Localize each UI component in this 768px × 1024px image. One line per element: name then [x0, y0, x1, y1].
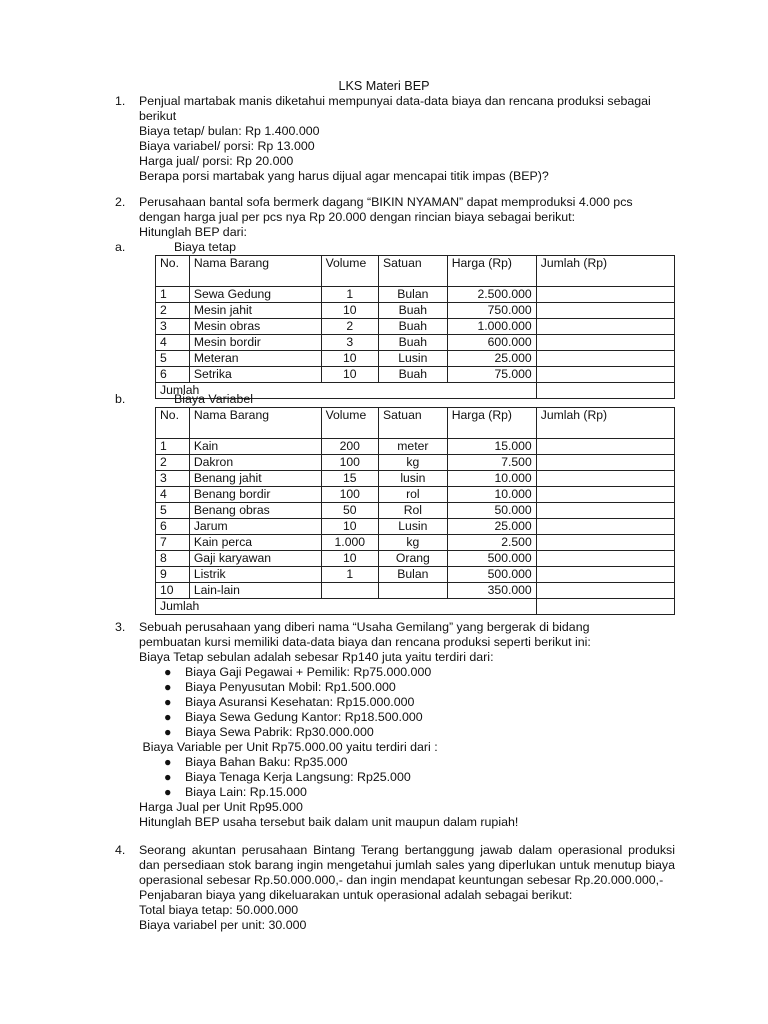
bullet-icon: ● [164, 680, 172, 694]
table-cell: 10 [321, 367, 378, 383]
table-cell: 10.000 [447, 471, 536, 487]
section-letter: b. [115, 392, 126, 406]
list-item: ● Biaya Gaji Pegawai + Pemilik: Rp75.000.000 [164, 665, 432, 679]
table-cell: 600.000 [447, 335, 536, 351]
table-cell: Dakron [189, 455, 321, 471]
section-letter: a. [115, 240, 126, 254]
table-cell: 25.000 [447, 519, 536, 535]
question-2 [115, 195, 675, 240]
table-cell: 9 [156, 567, 190, 583]
table-cell [536, 471, 674, 487]
table-cell: Benang obras [189, 503, 321, 519]
table-total-row [156, 599, 675, 615]
table-cell: Buah [379, 367, 448, 383]
table-cell: 10 [321, 303, 378, 319]
table-cell: 6 [156, 519, 190, 535]
table-cell: 5 [156, 503, 190, 519]
table-cell [536, 303, 674, 319]
table-cell: 25.000 [447, 351, 536, 367]
table-row [156, 471, 675, 487]
table-cell: kg [379, 535, 448, 551]
list-item: ● Biaya Bahan Baku: Rp35.000 [164, 755, 348, 769]
table-cell: Bulan [379, 287, 448, 303]
bullet-icon: ● [164, 725, 172, 739]
question-1 [115, 94, 675, 184]
list-item: ● Biaya Asuransi Kesehatan: Rp15.000.000 [164, 695, 415, 709]
table-cell: 1 [156, 439, 190, 455]
total-label: Jumlah [156, 599, 537, 615]
fixed-cost-table [155, 255, 675, 399]
q3-line: Sebuah perusahaan yang diberi nama “Usaha Gemilang” yang bergerak di bidang [139, 620, 590, 634]
table-cell: 4 [156, 487, 190, 503]
q1-line: Harga jual/ porsi: Rp 20.000 [139, 154, 294, 168]
table-cell [536, 519, 674, 535]
table-cell [321, 583, 378, 599]
table-cell [536, 287, 674, 303]
table-cell: 2.500 [447, 535, 536, 551]
table-cell [536, 335, 674, 351]
table-cell: 2 [321, 319, 378, 335]
section-a [115, 240, 675, 399]
question-number: 3. [115, 620, 126, 634]
q4-line: Biaya variabel per unit: 30.000 [139, 918, 307, 932]
variable-cost-table [155, 407, 675, 615]
q3-line: Biaya Tetap sebulan adalah sebesar Rp140 juta yaitu terdiri dari: [139, 650, 494, 664]
table-cell [536, 367, 674, 383]
table-row [156, 367, 675, 383]
table-cell: kg [379, 455, 448, 471]
table-row [156, 455, 675, 471]
column-header: No. [156, 408, 190, 439]
table-cell: 1.000 [321, 535, 378, 551]
column-header: Volume [321, 408, 378, 439]
table-cell: 10 [321, 519, 378, 535]
table-cell: 1.000.000 [447, 319, 536, 335]
table-row [156, 439, 675, 455]
table-cell: 50 [321, 503, 378, 519]
q3-line: Biaya Variable per Unit Rp75.000.00 yaitu terdiri dari : [139, 740, 438, 754]
table-row [156, 503, 675, 519]
table-cell: 15 [321, 471, 378, 487]
bullet-icon: ● [164, 755, 172, 769]
list-item: ● Biaya Sewa Gedung Kantor: Rp18.500.000 [164, 710, 423, 724]
bullet-icon: ● [164, 710, 172, 724]
table-cell [536, 503, 674, 519]
q1-line: Penjual martabak manis diketahui mempunyai data-data biaya dan rencana produksi sebagai [139, 94, 651, 108]
table-header-row [156, 256, 675, 287]
table-cell: Benang jahit [189, 471, 321, 487]
list-item: ● Biaya Penyusutan Mobil: Rp1.500.000 [164, 680, 396, 694]
column-header: Satuan [379, 256, 448, 287]
column-header: Satuan [379, 408, 448, 439]
table-cell: Listrik [189, 567, 321, 583]
table-cell: Lusin [379, 519, 448, 535]
table-row [156, 567, 675, 583]
table-cell [379, 583, 448, 599]
table-row [156, 303, 675, 319]
q1-line: Biaya variabel/ porsi: Rp 13.000 [139, 139, 315, 153]
table-cell: Meteran [189, 351, 321, 367]
table-cell: 200 [321, 439, 378, 455]
table-cell: 10.000 [447, 487, 536, 503]
table-cell: 2.500.000 [447, 287, 536, 303]
table-cell: Mesin obras [189, 319, 321, 335]
column-header: Nama Barang [189, 256, 321, 287]
fixed-cost-list [139, 665, 675, 740]
table-cell: 500.000 [447, 551, 536, 567]
q2-line: Hitunglah BEP dari: [139, 225, 247, 239]
table-cell: lusin [379, 471, 448, 487]
table-cell [536, 455, 674, 471]
table-cell: 5 [156, 351, 190, 367]
table-cell: 10 [321, 351, 378, 367]
table-header-row [156, 408, 675, 439]
section-b [115, 392, 675, 615]
bullet-icon: ● [164, 665, 172, 679]
table-cell: Buah [379, 335, 448, 351]
question-number: 2. [115, 195, 126, 209]
table-cell: 1 [321, 567, 378, 583]
bullet-icon: ● [164, 695, 172, 709]
q2-line: dengan harga jual per pcs nya Rp 20.000 dengan rincian biaya sebagai berikut: [139, 210, 576, 224]
table-cell: meter [379, 439, 448, 455]
table-row [156, 519, 675, 535]
question-4 [115, 843, 675, 933]
table-cell: 50.000 [447, 503, 536, 519]
list-item: ● Biaya Sewa Pabrik: Rp30.000.000 [164, 725, 374, 739]
bullet-icon: ● [164, 770, 172, 784]
table-cell: Buah [379, 319, 448, 335]
table-cell [536, 319, 674, 335]
table-row [156, 535, 675, 551]
column-header: No. [156, 256, 190, 287]
table-cell: Lain-lain [189, 583, 321, 599]
table-cell: Buah [379, 303, 448, 319]
list-item: ● Biaya Tenaga Kerja Langsung: Rp25.000 [164, 770, 411, 784]
table-cell: Rol [379, 503, 448, 519]
bullet-icon: ● [164, 785, 172, 799]
column-header: Nama Barang [189, 408, 321, 439]
table-cell: Gaji karyawan [189, 551, 321, 567]
q1-line: berikut [139, 109, 177, 123]
table-cell: 2 [156, 303, 190, 319]
table-cell: 1 [321, 287, 378, 303]
column-header: Harga (Rp) [447, 408, 536, 439]
q1-line: Berapa porsi martabak yang harus dijual agar mencapai titik impas (BEP)? [139, 169, 549, 183]
table-cell: 3 [156, 471, 190, 487]
q4-line: Penjabaran biaya yang dikeluarakan untuk operasional adalah sebagai berikut: [139, 888, 573, 902]
total-label: Jumlah [156, 383, 537, 399]
table-cell [536, 567, 674, 583]
table-cell: 100 [321, 455, 378, 471]
question-3 [115, 620, 675, 830]
q3-line: Harga Jual per Unit Rp95.000 [139, 800, 303, 814]
table-cell: 7 [156, 535, 190, 551]
table-cell: Setrika [189, 367, 321, 383]
table-cell: Orang [379, 551, 448, 567]
section-label: Biaya Variabel [174, 392, 253, 406]
table-cell [536, 487, 674, 503]
table-cell: 4 [156, 335, 190, 351]
table-row [156, 287, 675, 303]
table-cell: Mesin jahit [189, 303, 321, 319]
total-value [536, 599, 674, 615]
table-cell: 75.000 [447, 367, 536, 383]
table-cell: Kain perca [189, 535, 321, 551]
table-cell: 6 [156, 367, 190, 383]
table-cell: 3 [321, 335, 378, 351]
table-cell: 100 [321, 487, 378, 503]
table-cell: Lusin [379, 351, 448, 367]
table-cell [536, 583, 674, 599]
table-cell: 15.000 [447, 439, 536, 455]
table-cell: Mesin bordir [189, 335, 321, 351]
list-item: ● Biaya Lain: Rp.15.000 [164, 785, 307, 799]
column-header: Volume [321, 256, 378, 287]
table-cell: Kain [189, 439, 321, 455]
table-cell [536, 439, 674, 455]
table-row [156, 487, 675, 503]
q3-line: Hitunglah BEP usaha tersebut baik dalam unit maupun dalam rupiah! [139, 815, 519, 829]
table-cell: Sewa Gedung [189, 287, 321, 303]
question-number: 4. [115, 843, 126, 857]
table-cell: 1 [156, 287, 190, 303]
table-cell: Jarum [189, 519, 321, 535]
table-cell: 350.000 [447, 583, 536, 599]
q2-line: Perusahaan bantal sofa bermerk dagang “BIKIN NYAMAN” dapat memproduksi 4.000 pcs [139, 195, 633, 209]
question-number: 1. [115, 94, 126, 108]
table-cell [536, 535, 674, 551]
table-row [156, 551, 675, 567]
table-cell: 10 [321, 551, 378, 567]
column-header: Jumlah (Rp) [536, 408, 674, 439]
section-a-heading [115, 240, 675, 255]
table-cell: 2 [156, 455, 190, 471]
table-row [156, 351, 675, 367]
table-row [156, 583, 675, 599]
table-cell: 7.500 [447, 455, 536, 471]
table-cell: 750.000 [447, 303, 536, 319]
q4-line: Total biaya tetap: 50.000.000 [139, 903, 299, 917]
table-row [156, 319, 675, 335]
table-cell: Benang bordir [189, 487, 321, 503]
table-cell: Bulan [379, 567, 448, 583]
column-header: Jumlah (Rp) [536, 256, 674, 287]
page-title: LKS Materi BEP [338, 79, 430, 93]
table-row [156, 335, 675, 351]
q1-line: Biaya tetap/ bulan: Rp 1.400.000 [139, 124, 320, 138]
column-header: Harga (Rp) [447, 256, 536, 287]
table-cell: rol [379, 487, 448, 503]
table-cell: 10 [156, 583, 190, 599]
table-cell [536, 351, 674, 367]
table-cell [536, 551, 674, 567]
table-cell: 3 [156, 319, 190, 335]
table-cell: 8 [156, 551, 190, 567]
variable-cost-list [139, 755, 675, 800]
section-label: Biaya tetap [174, 240, 236, 254]
q4-paragraph: Seorang akuntan perusahaan Bintang Terang bertanggung jawab dalam operasional produksi dan persediaan stok barang ingin mengetahui jumlah sales yang diperlukan untuk menutup biaya operasional sebesar Rp.50.000.000,- dan ingin mendapat keuntungan sebesar Rp.20.000.000,- [139, 843, 675, 887]
section-b-heading [115, 392, 675, 407]
q3-line: pembuatan kursi memiliki data-data biaya dan rencana produksi seperti berikut ini: [139, 635, 591, 649]
table-cell: 500.000 [447, 567, 536, 583]
